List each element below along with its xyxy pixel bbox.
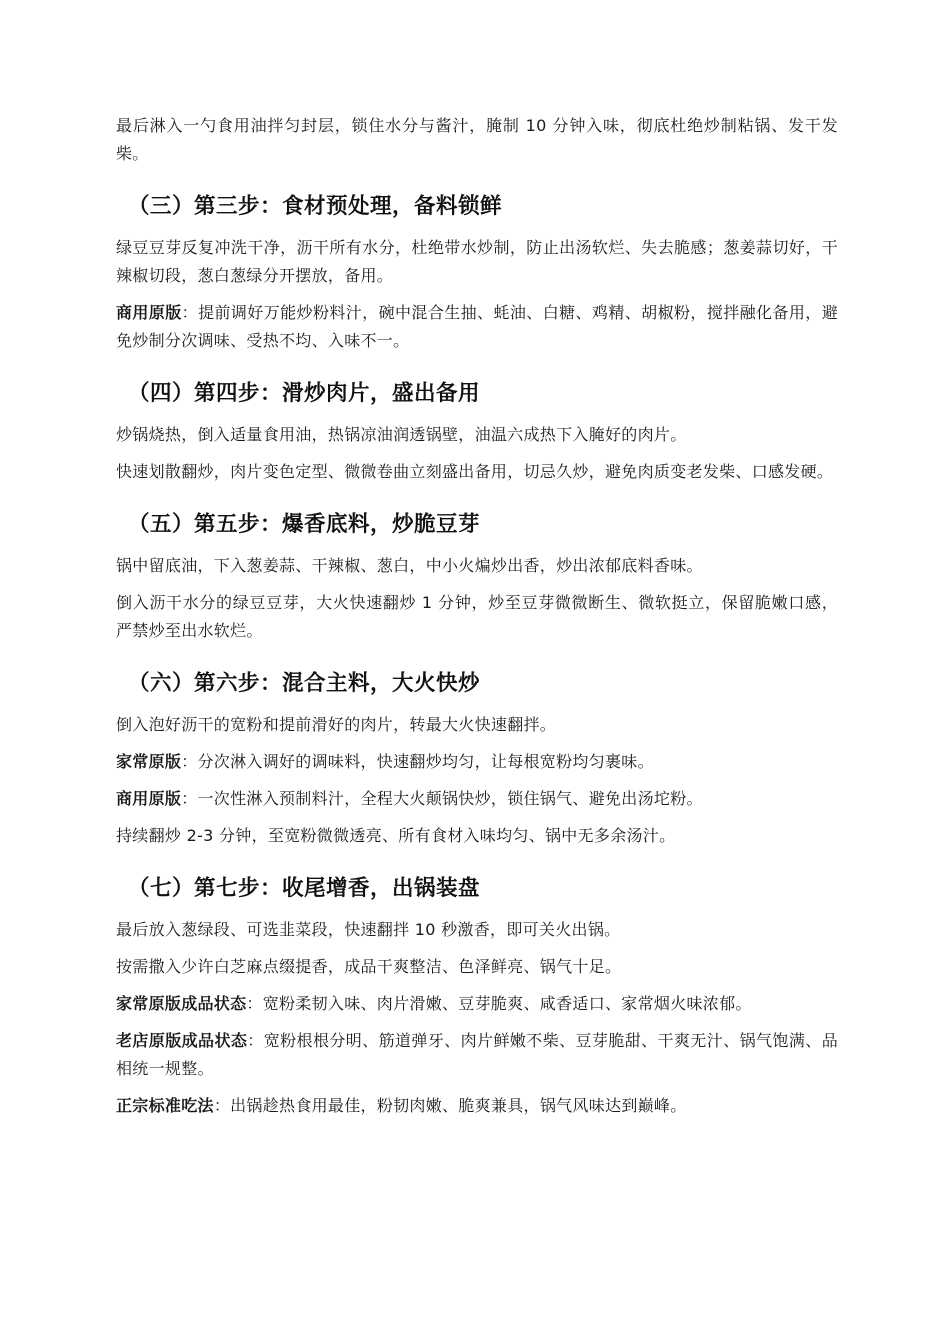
paragraph-text: 快速划散翻炒，肉片变色定型、微微卷曲立刻盛出备用，切忌久炒，避免肉质变老发柴、口感发硬。 bbox=[116, 462, 834, 481]
paragraph-text: ：出锅趁热食用最佳，粉韧肉嫩、脆爽兼具，锅气风味达到巅峰。 bbox=[213, 1096, 687, 1115]
paragraph bbox=[116, 822, 838, 850]
document-body bbox=[116, 112, 838, 1129]
paragraph-text: 绿豆豆芽反复冲洗干净，沥干所有水分，杜绝带水炒制，防止出汤软烂、失去脆感；葱姜蒜切好，干辣椒切段，葱白葱绿分开摆放，备用。 bbox=[116, 238, 838, 285]
paragraph-text: ：宽粉根根分明、筋道弹牙、肉片鲜嫩不柴、豆芽脆甜、干爽无汁、锅气饱满、品相统一规整。 bbox=[116, 1031, 838, 1078]
paragraph-label: 商用原版 bbox=[116, 789, 182, 808]
paragraph bbox=[116, 299, 838, 355]
paragraph-label: 正宗标准吃法 bbox=[116, 1096, 214, 1115]
paragraph bbox=[116, 1092, 838, 1120]
paragraph-text: ：宽粉柔韧入味、肉片滑嫩、豆芽脆爽、咸香适口、家常烟火味浓郁。 bbox=[246, 994, 752, 1013]
paragraph-text: ：提前调好万能炒粉料汁，碗中混合生抽、蚝油、白糖、鸡精、胡椒粉，搅拌融化备用，避免炒制分次调味、受热不均、入味不一。 bbox=[116, 303, 838, 350]
paragraph-label: 老店原版成品状态 bbox=[116, 1031, 248, 1050]
section-heading: （五）第五步：爆香底料，炒脆豆芽 bbox=[128, 512, 481, 537]
paragraph bbox=[116, 112, 838, 168]
paragraph bbox=[116, 785, 838, 813]
paragraph bbox=[116, 458, 838, 486]
paragraph bbox=[116, 589, 838, 645]
paragraph-text: 倒入泡好沥干的宽粉和提前滑好的肉片，转最大火快速翻拌。 bbox=[116, 715, 557, 734]
paragraph-label: 商用原版 bbox=[116, 303, 182, 322]
paragraph bbox=[116, 711, 838, 739]
paragraph-text: 最后放入葱绿段、可选韭菜段，快速翻拌 10 秒激香，即可关火出锅。 bbox=[116, 920, 621, 939]
section-heading: （三）第三步：食材预处理，备料锁鲜 bbox=[128, 194, 503, 219]
paragraph bbox=[116, 421, 838, 449]
section-heading: （六）第六步：混合主料，大火快炒 bbox=[128, 671, 481, 696]
paragraph bbox=[116, 990, 838, 1018]
paragraph-text: 倒入沥干水分的绿豆豆芽，大火快速翻炒 1 分钟，炒至豆芽微微断生、微软挺立，保留脆嫩口感，严禁炒至出水软烂。 bbox=[116, 593, 838, 640]
paragraph bbox=[116, 748, 838, 776]
paragraph bbox=[116, 916, 838, 944]
paragraph bbox=[116, 1027, 838, 1083]
paragraph-label: 家常原版 bbox=[116, 752, 182, 771]
paragraph bbox=[116, 552, 838, 580]
paragraph bbox=[116, 234, 838, 290]
section-heading: （四）第四步：滑炒肉片，盛出备用 bbox=[128, 381, 481, 406]
paragraph-text: 锅中留底油，下入葱姜蒜、干辣椒、葱白，中小火煸炒出香，炒出浓郁底料香味。 bbox=[116, 556, 703, 575]
paragraph-text: ：分次淋入调好的调味料，快速翻炒均匀，让每根宽粉均匀裹味。 bbox=[181, 752, 654, 771]
paragraph-text: 按需撒入少许白芝麻点缀提香，成品干爽整洁、色泽鲜亮、锅气十足。 bbox=[116, 957, 622, 976]
paragraph-text: 最后淋入一勺食用油拌匀封层，锁住水分与酱汁，腌制 10 分钟入味，彻底杜绝炒制粘锅、发干发柴。 bbox=[116, 116, 838, 163]
paragraph-label: 家常原版成品状态 bbox=[116, 994, 247, 1013]
paragraph-text: 炒锅烧热，倒入适量食用油，热锅凉油润透锅壁，油温六成热下入腌好的肉片。 bbox=[116, 425, 687, 444]
paragraph-text: 持续翻炒 2-3 分钟，至宽粉微微透亮、所有食材入味均匀、锅中无多余汤汁。 bbox=[116, 826, 676, 845]
paragraph bbox=[116, 953, 838, 981]
section-heading: （七）第七步：收尾增香，出锅装盘 bbox=[128, 876, 481, 901]
paragraph-text: ：一次性淋入预制料汁，全程大火颠锅快炒，锁住锅气、避免出汤坨粉。 bbox=[181, 789, 703, 808]
